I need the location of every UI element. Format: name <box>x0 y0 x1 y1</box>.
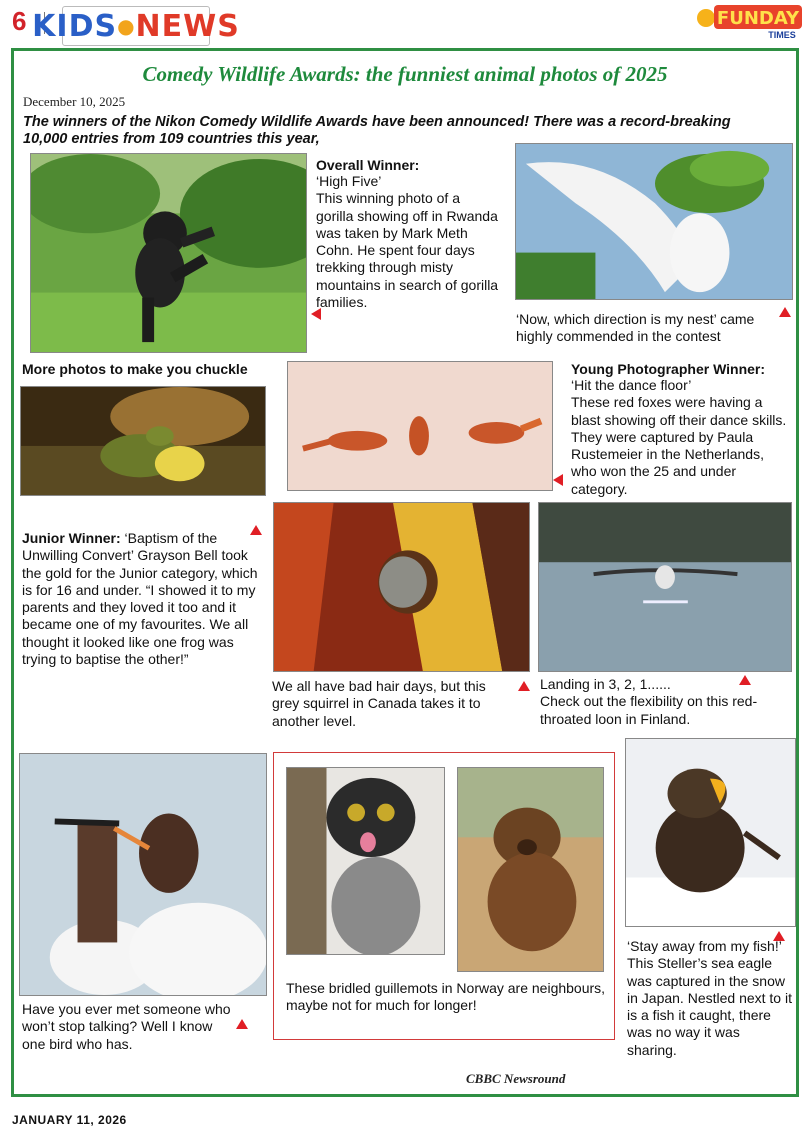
young-winner-text <box>571 361 791 498</box>
article-title: Comedy Wildlife Awards: the funniest animal photos of 2025 <box>142 62 668 86</box>
junior-winner-text <box>22 530 258 668</box>
guillemot-caption: Have you ever met someone who won’t stop talking? Well I know one bird who has. <box>22 1001 231 1052</box>
kids-news-logo: KIDS ● NEWS <box>62 6 210 46</box>
more-photos-heading: More photos to make you chuckle <box>22 361 248 377</box>
loon-caption-line1: Landing in 3, 2, 1...... <box>540 676 671 692</box>
gannet-caption: ‘Now, which direction is my nest’ came highly commended in the contest <box>516 311 755 345</box>
young-winner-body: These red foxes were having a blast showing off their dance skills. They were captured by Paula Rustemeier in the Netherlands, who won the 25 and under category. <box>571 394 787 497</box>
guillemot-photo <box>19 753 267 996</box>
lemur-photo <box>286 767 445 955</box>
pointer-triangle-icon <box>553 474 563 486</box>
bear-photo <box>457 767 604 972</box>
junior-winner-body: ‘Baptism of the Unwilling Convert’ Grayson Bell took the gold for the Junior category, which is for 16 and under. “I showed it to my parents and they loved it too and it became one of my favourites. We all thought it looked like one frog was trying to baptise the other!” <box>22 530 258 668</box>
overall-winner-text <box>316 157 501 311</box>
pointer-triangle-icon <box>518 681 530 691</box>
young-winner-title: ‘Hit the dance floor’ <box>571 377 692 393</box>
gorilla-photo <box>30 153 307 353</box>
pointer-triangle-icon <box>779 307 791 317</box>
loon-photo <box>538 502 792 672</box>
overall-winner-body: This winning photo of a gorilla showing off in Rwanda was taken by Mark Meth Cohn. He spent four days trekking through misty mountains in search of gorilla families. <box>316 190 499 311</box>
svg-text:FUNDAY: FUNDAY <box>716 8 800 29</box>
young-winner-heading: Young Photographer Winner: <box>571 361 766 377</box>
pointer-triangle-icon <box>236 1019 248 1029</box>
gannet-photo <box>515 143 793 300</box>
junior-winner-heading: Junior Winner: <box>22 530 121 546</box>
overall-winner-heading: Overall Winner: <box>316 157 420 173</box>
overall-winner-title: ‘High Five’ <box>316 173 382 189</box>
page-number: 6 <box>12 6 27 36</box>
eagle-caption: ‘Stay away from my fish!’ This Steller’s sea eagle was captured in the snow in Japan. Nestled next to it is a fish it caught, there was no way it was sharing. <box>627 938 792 1058</box>
squirrel-caption: We all have bad hair days, but this grey squirrel in Canada takes it to another level. <box>272 678 486 729</box>
loon-caption-line2: Check out the flexibility on this red-throated loon in Finland. <box>540 693 758 727</box>
pointer-triangle-icon <box>250 525 262 535</box>
center-box-caption: These bridled guillemots in Norway are neighbours, maybe not for much for longer! <box>286 980 606 1014</box>
eagle-photo <box>625 738 796 927</box>
pointer-triangle-icon <box>311 308 321 320</box>
footer-date: JANUARY 11, 2026 <box>12 1113 127 1127</box>
pointer-triangle-icon <box>739 675 751 685</box>
svg-text:TIMES: TIMES <box>768 30 796 40</box>
article-intro: The winners of the Nikon Comedy Wildlife Awards have been announced! There was a record-breaking 10,000 entries from 109 countries this year, <box>23 114 731 147</box>
squirrel-photo <box>273 502 530 672</box>
foxes-photo <box>287 361 553 491</box>
frog-photo <box>20 386 266 496</box>
article-date: December 10, 2025 <box>23 94 126 109</box>
source-credit: CBBC Newsround <box>466 1071 566 1086</box>
funday-times-logo <box>694 2 804 40</box>
